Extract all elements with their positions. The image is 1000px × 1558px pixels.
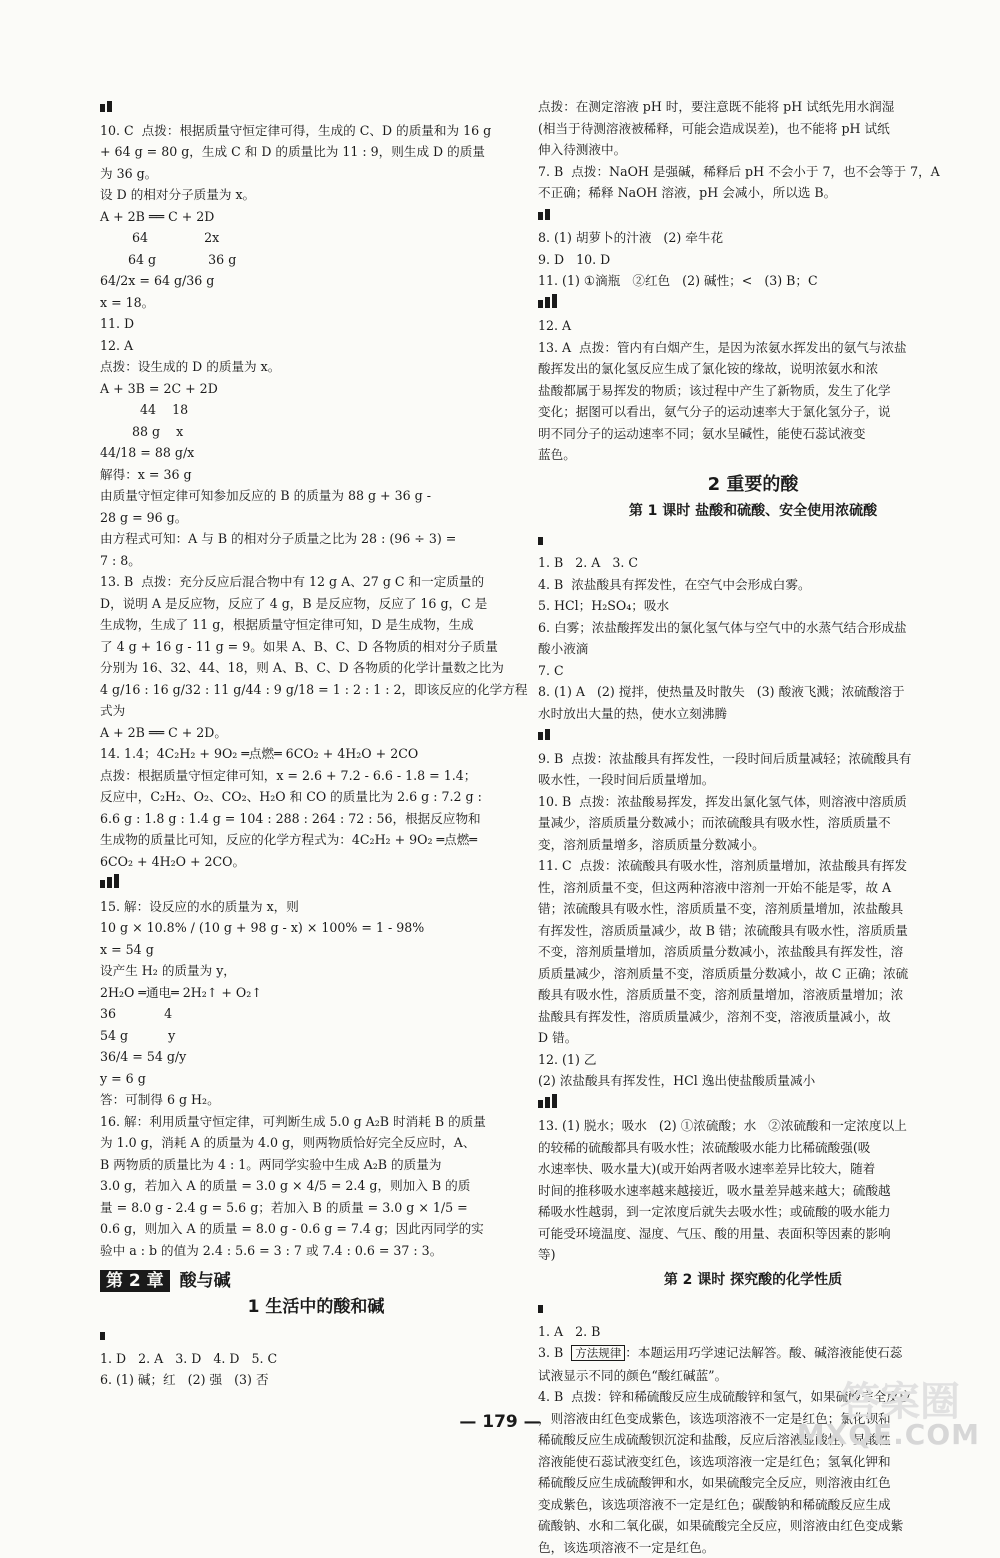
answer-item: 1. B 2. A 3. C 4. B 浓盐酸具有挥发性，在空气中会形成白雾。 5. HCl；H₂SO₄；吸水 6. 白雾；浓盐酸挥发出的氯化氢气体与空气中的水蒸气结合形成盐 酸小液滴 7. C 8. (1) A (2) 搅拌，使热量及时散失 (3) 酸液飞溅；浓硫酸溶于 水时放出大量的热，使水立刻沸腾 [538,555,907,721]
watermark-url: MXQE.COM [796,1418,980,1451]
level-1-icon [100,1326,122,1340]
answer-item: 12. A 13. A 点拨：管内有白烟产生，是因为浓氨水挥发出的氨气与浓盐 酸挥发出的氯化氢反应生成了氯化铵的缘故，说明浓氨水和浓 盐酸都属于易挥发的物质；该过程中产生了新物质，发生了化学 变化；据图可以看出，氨气分子的运动速率大于氯化氢分子，说 明不同分子的运动速率不同；氨水呈碱性，能使石蕊试液变 蓝色。 [538,318,907,462]
chapter-number: 第 2 章 [100,1270,170,1292]
answer-item: 15. 解：设反应的水的质量为 x，则 10 g × 10.8% / (10 g + 98 g - x) × 100% = 1 - 98% x = 54 g 设产生 H₂ 的质量为 y， 2H₂O ═通电═ 2H₂↑ + O₂↑ 36 4 54 g y 36/4 = 54 g/y y = 6 g 答：可制得 6 g H₂。 [100,898,425,1107]
method-tag: 方法规律 [571,1345,625,1361]
level-3-icon [538,294,560,308]
answer-item: 4. B 点拨：锌和稀硫酸反应生成硫酸锌和氢气，如果硫酸完全反应 ，则溶液由红色变成紫色，该选项溶液不一定是红色；氯化钡和 稀硫酸反应生成硫酸钡沉淀和盐酸，反应后溶液显酸性，显酸性 溶液能使石蕊试液变红色，该选项溶液一定是红色；氢氧化钾和 稀硫酸反应生成硫酸钾和水，如果硫酸完全反应，则溶液由红色 变成紫色，该选项溶液不一定是红色；碳酸钠和稀硫酸反应生成 硫酸钠、水和二氧化碳，如果硫酸完全反应，则溶液由红色变成紫 色，该选项溶液不一定是红色。 [538,1389,912,1555]
answer-item: 16. 解：利用质量守恒定律，可判断生成 5.0 g A₂B 时消耗 B 的质量 为 1.0 g，消耗 A 的质量为 4.0 g，则两物质恰好完全反应时，A、 B 两物质的质量比为 4 : 1。两同学实验中生成 A₂B 的质量为 3.0 g，若加入 A 的质量 = 3.0 g × 4/5 = 2.4 g，则加入 B 的质 量 = 8.0 g - 2.4 g = 5.6 g；若加入 B 的质量 = 3.0 g × 1/5 = 0.6 g，则加入 A 的质量 = 8.0 g - 0.6 g = 7.4 g；因此丙同学的实 验中 a : b 的值为 2.4 : 5.6 = 3 : 7 或 7.4 : 0.6 = 37 : 3。 [100,1113,486,1258]
left-column [100,96,532,1391]
answer-item: 13. B 点拨：充分反应后混合物中有 12 g A、27 g C 和一定质量的 D，说明 A 是反应物，反应了 4 g，B 是反应物，反应了 16 g，C 是 生成物，生成了 11 g，根据质量守恒定律可知，D 是生成物，生成 了 4 g + 16 g - 11 g = 9。如果 A、B、C、D 各物质的相对分子质量 分别为 16、32、44、18，则 A、B、C、D 各物质的化学计量数之比为 4 g/16 : 16 g/32 : 11 g/44 : 9 g/18 = 1 : 2 : 1 : 2，即该反应的化学方程式为 A + 2B ══ C + 2D。 [100,574,528,740]
answer-item: 12. A 点拨：设生成的 D 的质量为 x。 A + 3B = 2C + 2D 44 18 88 g x 44/18 = 88 g/x 解得：x = 36 g 由质量守恒定律可知参加反应的 B 的质量为 88 g + 36 g - 28 g = 96 g。 由方程式可知：A 与 B 的相对分子质量之比为 28 : (96 ÷ 3) = 7 : 8。 [100,337,457,568]
chapter-name: 酸与碱 [179,1271,231,1291]
lesson-title: 第 1 课时 盐酸和硫酸、安全使用浓硫酸 [628,503,878,519]
level-2-icon [100,98,122,112]
answer-text: ：本题运用巧学速记法解答。酸、碱溶液能使石蕊 试液显示不同的颜色“酸红碱蓝”。 [538,1345,903,1383]
level-2-icon [538,726,560,740]
level-1-icon [538,531,560,545]
section-title: 2 重要的酸 [707,473,799,495]
watermark-logo: 答案圈 [840,1379,960,1425]
answer-item: 1. A 2. B [538,1323,601,1339]
right-column [538,96,968,1558]
chapter-title [100,1271,532,1293]
answer-item: 8. (1) 胡萝卜的汁液 (2) 牵牛花 9. D 10. D 11. (1) ①滴瓶 ②红色 (2) 碱性；< (3) B；C [538,230,818,288]
answer-item: 7. B 点拨：NaOH 是强碱，稀释后 pH 不会小于 7，也不会等于 7，A 不正确；稀释 NaOH 溶液，pH 会减小，所以选 B。 [538,163,940,200]
level-2-icon [538,206,560,220]
page-number: — 179 — [459,1412,541,1432]
answer-item: 14. 1.4；4C₂H₂ + 9O₂ ═点燃═ 6CO₂ + 4H₂O + 2CO 点拨：根据质量守恒定律可知，x = 2.6 + 7.2 - 6.6 - 1.8 = 1.4； 反应中，C₂H₂、O₂、CO₂、H₂O 和 CO 的质量比为 2.6 g : 7.2 g : 6.6 g : 1.8 g : 1.4 g = 104 : 288 : 264 : 72 : 56，根据反应物和 生成物的质量比可知，反应的化学方程式为：4C₂H₂ + 9O₂ ═点燃═ 6CO₂ + 4H₂O + 2CO。 [100,746,482,869]
answer-item: 11. D [100,316,135,331]
answer-item: 9. B 点拨：浓盐酸具有挥发性，一段时间后质量减轻；浓硫酸具有 吸水性，一段时间后质量增加。 10. B 点拨：浓盐酸易挥发，挥发出氯化氢气体，则溶液中溶质质 量减少，溶质质量分数减小；而浓硫酸具有吸水性，溶质质量不 变，溶剂质量增多，溶质质量分数减小。 11. C 点拨：浓硫酸具有吸水性，溶剂质量增加，浓盐酸具有挥发 性，溶剂质量不变，但这两种溶液中溶剂一开始不能是零，故 A 错；浓硫酸具有吸水性，溶质质量不变，溶剂质量增加，浓盐酸具 有挥发性，溶质质量减少，故 B 错；浓硫酸具有吸水性，溶质质量 不变，溶剂质量增加，溶质质量分数减小，浓盐酸具有挥发性，溶 质质量减少，溶剂质量不变，溶质质量分数减小，故 C 正确；浓硫 酸具有吸水性，溶质质量不变，溶剂质量增加，溶液质量增加；浓 盐酸具有挥发性，溶质质量减少，溶剂不变，溶液质量减小，故 D 错。 12. (1) 乙 (2) 浓盐酸具有挥发性，HCl 逸出使盐酸质量减小 [538,750,912,1088]
answer-item: 13. (1) 脱水；吸水 (2) ①浓硫酸；水 ②浓硫酸和一定浓度以上 的较稀的硫酸都具有吸水性；浓硫酸吸水能力比稀硫酸强(吸 水速率快、吸水量大)(或开始两者吸水速率差异比较大，随着 时间的推移吸水速率越来越接近，吸水量差异越来越大；硫酸越 稀吸水性越弱，到一定浓度后就失去吸水性；或硫酸的吸水能力 可能受环境温度、湿度、气压、酸的用量、表面积等因素的影响 等) [538,1118,907,1262]
section-title: 1 生活中的酸和碱 [247,1296,385,1317]
lesson-title: 第 2 课时 探究酸的化学性质 [663,1271,843,1288]
level-3-icon [100,874,122,888]
answer-item: 1. D 2. A 3. D 4. D 5. C 6. (1) 碱；红 (2) 强 (3) 否 [100,1350,278,1387]
answer-lead: 3. B [538,1345,572,1360]
answer-item: 点拨：在测定溶液 pH 时，要注意既不能将 pH 试纸先用水润湿 (相当于待测溶液被稀释，可能会造成误差)，也不能将 pH 试纸 伸入待测液中。 [538,99,895,157]
level-1-icon [538,1299,560,1313]
level-3-icon [538,1094,560,1108]
answer-item: 10. C 点拨：根据质量守恒定律可得，生成的 C、D 的质量和为 16 g + 64 g = 80 g，生成 C 和 D 的质量比为 11 : 9，则生成 D 的质量 为 36 g。 设 D 的相对分子质量为 x。 A + 2B ══ C + 2D 64 2x 64 g 36 g 64/2x = 64 g/36 g x = 18。 [100,122,492,310]
